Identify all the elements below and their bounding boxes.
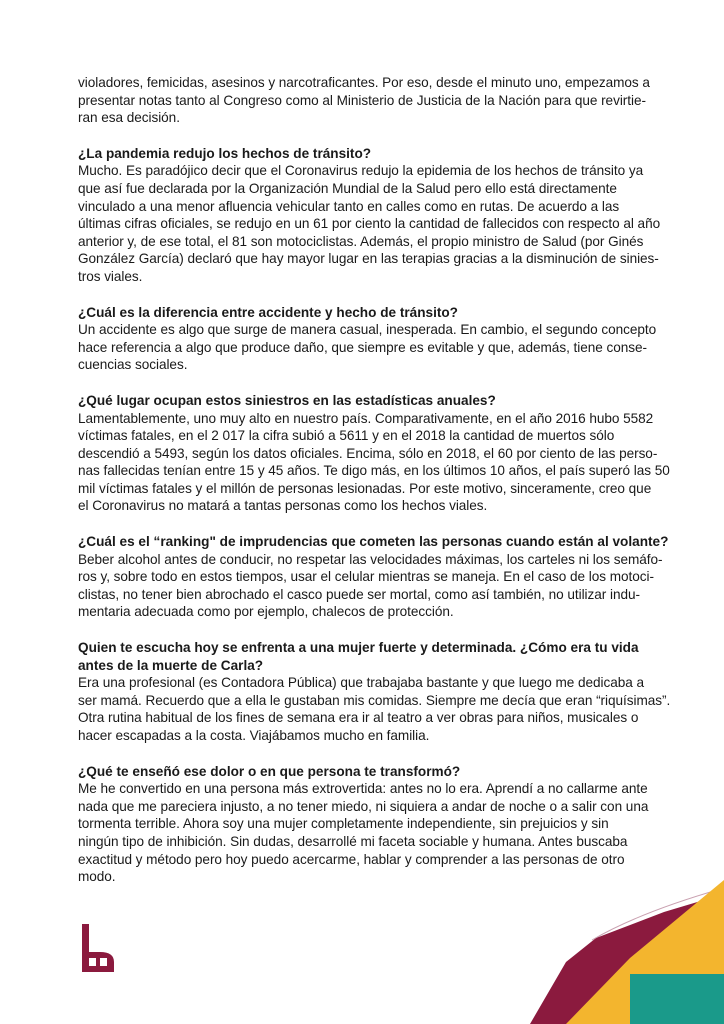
question-heading: Quien te escucha hoy se enfrenta a una mujer fuerte y determinada. ¿Cómo era tu vida antes de la muerte de Carla? [78,640,639,673]
question-heading: ¿La pandemia redujo los hechos de tránsito? [78,145,372,161]
answer-paragraph: Me he convertido en una persona más extrovertida: antes no lo era. Aprendí a no callarme ante nada que me pareciera injusto, a no tener miedo, ni siquiera a andar de noche o a salir con una tormenta terrible. Ahora soy una mujer completamente independiente, sin prejuicios y sin ningún tipo de inhibición. Sin dudas, desarrollé mi faceta sociable y humana. Antes buscaba exactitud y método pero hoy puedo acercarme, hablar y comprender a las personas de otro modo. [78,781,649,885]
answer-paragraph: Mucho. Es paradójico decir que el Coronavirus redujo la epidemia de los hechos de tránsito ya que así fue declarada por la Organización Mundial de la Salud pero ello está directamente vinculado a una menor afluencia vehicular tanto en calles como en rutas. De acuerdo a las últimas cifras oficiales, se redujo en un 61 por ciento la cantidad de fallecidos con respecto al año anterior y, de ese total, el 81 son motociclistas. Además, el propio ministro de Salud (por Ginés González García) declaró que hay mayor lugar en las terapias gracias a la disminución de sinies- tros viales. [78,163,661,284]
question-heading: ¿Qué te enseñó ese dolor o en que persona te transformó? [78,763,461,779]
answer-paragraph: Un accidente es algo que surge de manera casual, inesperada. En cambio, el segundo concepto hace referencia a algo que produce daño, que siempre es evitable y que, además, tiene conse- cuencias sociales. [78,322,657,373]
teal-shape [630,974,724,1024]
answer-paragraph: Lamentablemente, uno muy alto en nuestro país. Comparativamente, en el año 2016 hubo 5582 víctimas fatales, en el 2 017 la cifra subió a 5611 y en el 2018 la cantidad de muertos sólo descendió a 5493, según los datos oficiales. Encima, sólo en 2018, el 60 por ciento de las perso- nas fallecidas tenían entre 15 y 45 años. Te digo más, en los últimos 10 años, el país superó las 50 mil víctimas fatales y el millón de personas lesionadas. Por este motivo, sinceramente, creo que el Coronavirus no matará a tantas personas como los hechos viales. [78,410,670,514]
question-heading: ¿Cuál es el “ranking" de imprudencias que cometen las personas cuando están al volante? [78,534,669,550]
answer-paragraph: Beber alcohol antes de conducir, no respetar las velocidades máximas, los carteles ni los semáfo- ros y, sobre todo en estos tiempos, usar el celular mientras se maneja. En el caso de los motoci- clistas, no tener bien abrochado el casco puede ser mortal, como así también, no utilizar indu- mentaria adecuada como por ejemplo, chalecos de protección. [78,551,663,620]
question-heading: ¿Cuál es la diferencia entre accidente y hecho de tránsito? [78,304,458,320]
question-heading: ¿Qué lugar ocupan estos siniestros en las estadísticas anuales? [78,392,496,408]
paragraph-text: violadores, femicidas, asesinos y narcotraficantes. Por eso, desde el minuto uno, empezamos a presentar notas tanto al Congreso como al Ministerio de Justicia de la Nación para que revirtie- ran esa decisión. [78,75,650,126]
answer-paragraph: Era una profesional (es Contadora Pública) que trabajaba bastante y que luego me dedicaba a ser mamá. Recuerdo que a ella le gustaban mis comidas. Siempre me decía que eran “riquísimas”. Otra rutina habitual de los fines de semana era ir al teatro a ver obras para niños, musicales o hacer escapadas a la costa. Viajábamos mucho en familia. [78,675,671,743]
